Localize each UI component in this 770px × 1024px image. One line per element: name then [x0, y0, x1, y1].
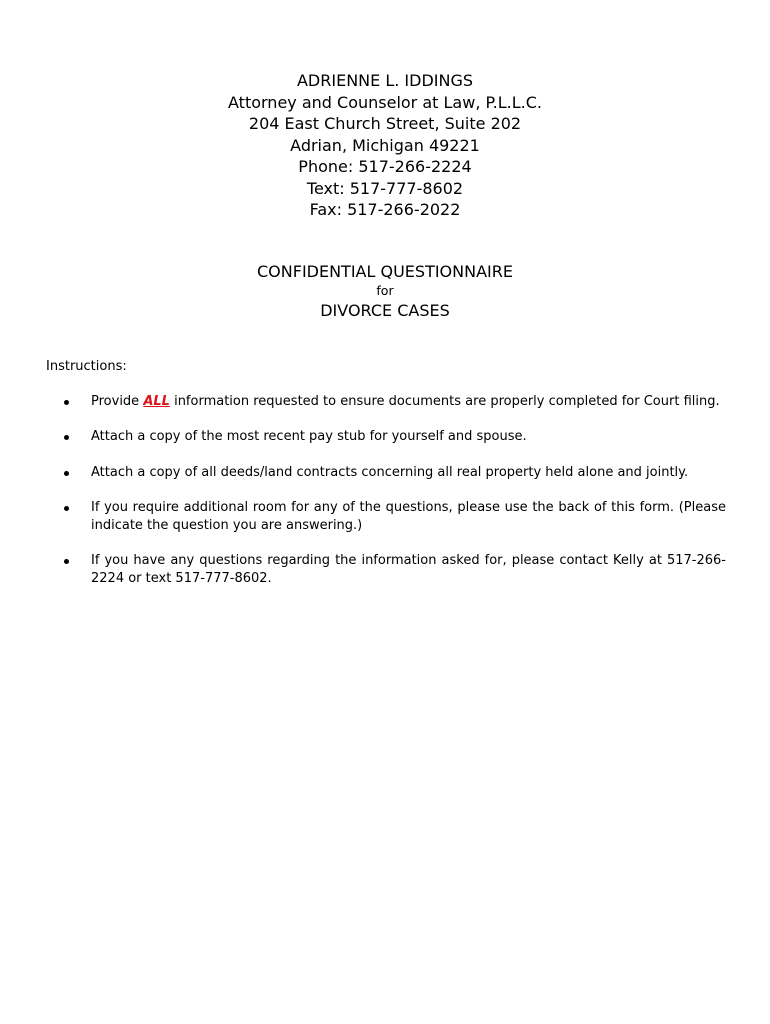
instruction-item	[64, 499, 726, 535]
bullet-icon	[64, 435, 69, 440]
instruction-item	[64, 552, 726, 588]
city-state-zip: Adrian, Michigan 49221	[290, 135, 480, 155]
instruction-text: If you require additional room for any of the questions, please use the back of this form. (Please indicate the question you are answering.)	[91, 500, 726, 533]
instruction-text: Attach a copy of all deeds/land contracts concerning all real property held alone and jointly.	[91, 465, 689, 480]
form-title-connector: for	[376, 283, 394, 298]
instructions-heading: Instructions:	[46, 359, 127, 374]
bullet-icon	[64, 506, 69, 511]
form-subtitle: DIVORCE CASES	[320, 301, 450, 320]
attorney-name: ADRIENNE L. IDDINGS	[296, 71, 474, 90]
street-address: 204 East Church Street, Suite 202	[248, 114, 522, 133]
instruction-item	[64, 464, 726, 482]
instructions-list	[64, 393, 726, 605]
instruction-item	[64, 393, 726, 411]
instruction-text: Attach a copy of the most recent pay stub for yourself and spouse.	[91, 429, 527, 444]
bullet-icon	[64, 559, 69, 564]
bullet-icon	[64, 471, 69, 476]
phone-number: Phone: 517-266-2224	[298, 157, 472, 176]
text-number: Text: 517-777-8602	[306, 178, 464, 198]
instruction-emphasis: ALL	[143, 394, 170, 409]
fax-number: Fax: 517-266-2022	[309, 200, 461, 219]
form-title: CONFIDENTIAL QUESTIONNAIRE	[257, 262, 513, 281]
bullet-icon	[64, 400, 69, 405]
instruction-text: If you have any questions regarding the information asked for, please contact Kelly at 517-266-2224 or text 517-777-8602.	[91, 553, 726, 586]
instruction-item	[64, 428, 726, 446]
firm-title: Attorney and Counselor at Law, P.L.L.C.	[228, 92, 542, 112]
instruction-text-after: information requested to ensure documents are properly completed for Court filing.	[169, 394, 720, 409]
form-title-block	[0, 262, 770, 322]
instruction-text-before: Provide	[91, 394, 144, 409]
letterhead	[0, 70, 770, 221]
